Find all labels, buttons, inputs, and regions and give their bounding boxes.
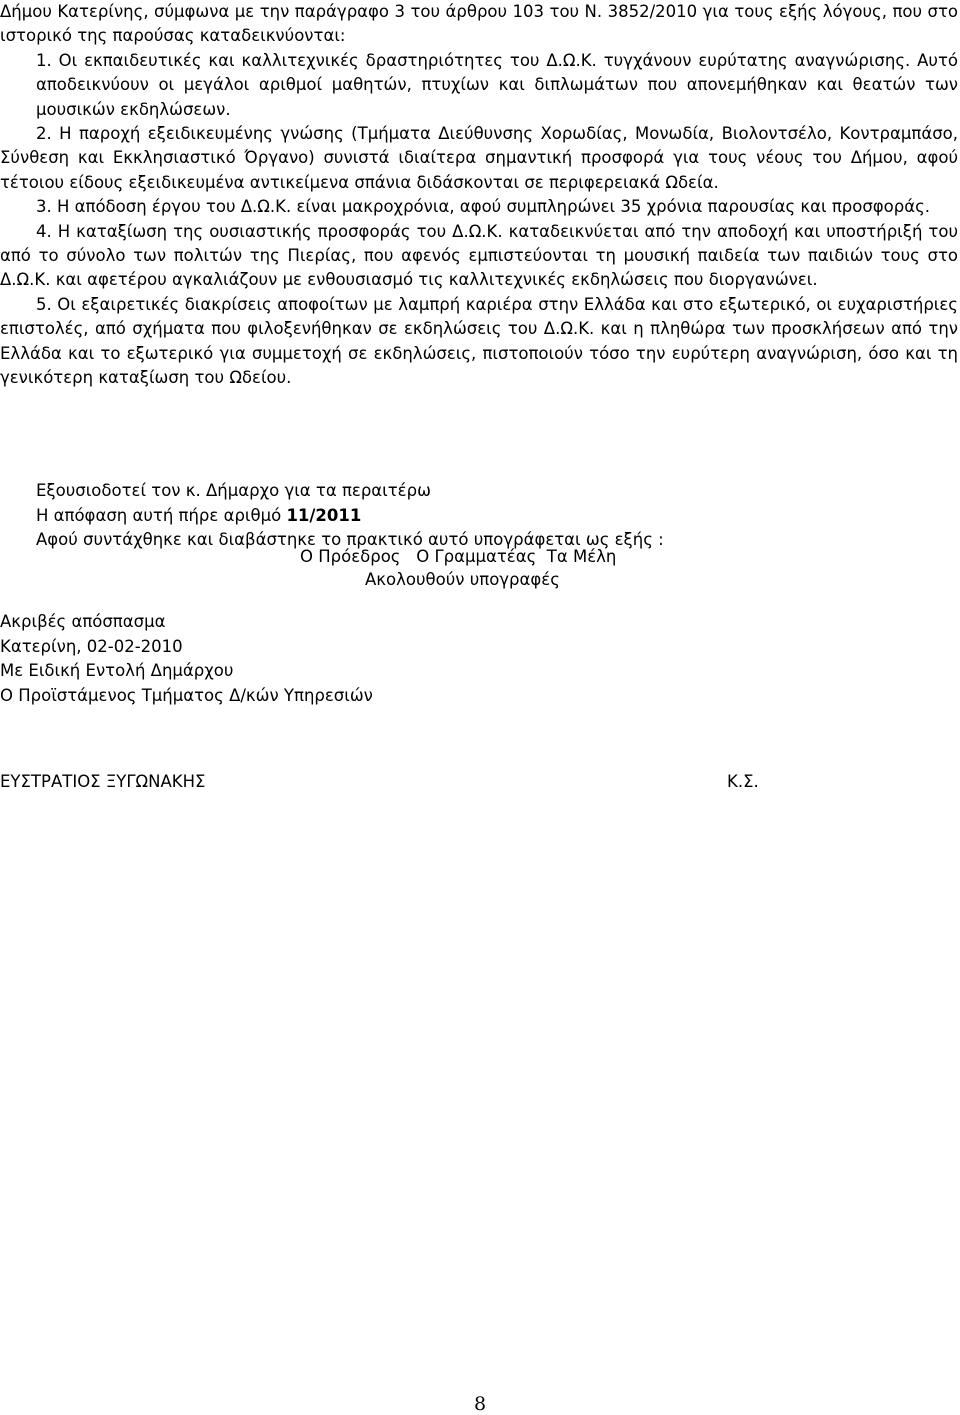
decision-number-label: Η απόφαση αυτή πήρε αριθμό bbox=[36, 505, 287, 525]
decision-block bbox=[36, 479, 664, 553]
reason-paragraph-5: 5. Οι εξαιρετικές διακρίσεις αποφοίτων με λαμπρή καριέρα στην Ελλάδα και στο εξωτερικό, οι ευχαριστήριες επιστολές, από σχήματα που φιλοξενήθηκαν σε εκδηλώσεις του Δ.Ω.Κ. και η πληθώρα των προσκλήσεων από την Ελλάδα και το εξωτερικό για συμμετοχή σε εκδηλώσεις, πιστοποιούν τόσο την ευρύτερη αναγνώριση, όσο και τη γενικότερη καταξίωση του Ωδείου. bbox=[0, 294, 958, 388]
place-date: Κατερίνη, 02-02-2010 bbox=[0, 636, 183, 656]
department-head-role: Ο Προϊστάμενος Τμήματος Δ/κών Υπηρεσιών bbox=[0, 685, 373, 705]
decision-number-line bbox=[36, 504, 664, 529]
signatures-follow-line: Ακολουθούν υπογραφές bbox=[365, 570, 560, 589]
reason-paragraph-3: 3. Η απόδοση έργου του Δ.Ω.Κ. είναι μακροχρόνια, αφού συμπληρώνει 35 χρόνια παρουσίας και προσφοράς. bbox=[36, 197, 931, 217]
signatories-line: Ο Πρόεδρος Ο Γραμματέας Τα Μέλη bbox=[300, 547, 617, 566]
mayor-order-line: Με Ειδική Εντολή Δημάρχου bbox=[0, 661, 234, 681]
reason-paragraph-4: 4. Η καταξίωση της ουσιαστικής προσφοράς του Δ.Ω.Κ. καταδεικνύεται από την αποδοχή και υποστήριξή του από το σύνολο των πολιτών της Πιερίας, που αφενός εμπιστεύονται τη μουσική παιδεία των παιδιών τους στο Δ.Ω.Κ. και αφετέρου αγκαλιάζουν με ενθουσιασμό τις καλλιτεχνικές εκδηλώσεις που διοργανώνει. bbox=[0, 221, 958, 290]
extract-title: Ακριβές απόσπασμα bbox=[0, 612, 166, 631]
document-body bbox=[0, 0, 958, 391]
extract-block bbox=[0, 610, 373, 708]
decision-number: 11/2011 bbox=[286, 505, 362, 525]
reason-paragraph-2: 2. Η παροχή εξειδικευμένης γνώσης (Τμήματα Διεύθυνσης Χορωδίας, Μονωδία, Βιολοντσέλο, Κοντραμπάσο, Σύνθεση και Εκκλησιαστικό Όργανο) συνιστά ιδιαίτερα σημαντική προσφορά για τους νέους του Δήμου, αφού τέτοιου είδους εξειδικευμένα αντικείμενα σπάνια διδάσκονται σε περιφερειακά Ωδεία. bbox=[0, 124, 958, 192]
page-number: 8 bbox=[473, 1393, 487, 1415]
signer-name: ΕΥΣΤΡΑΤΙΟΣ ΞΥΓΩΝΑΚΗΣ bbox=[0, 772, 206, 791]
authorization-line: Εξουσιοδοτεί τον κ. Δήμαρχο για τα περαιτέρω bbox=[36, 481, 431, 500]
signed-statement: Αφού συντάχθηκε και διαβάστηκε το πρακτικό αυτό υπογράφεται ως εξής : bbox=[36, 530, 664, 550]
signer-initials: Κ.Σ. bbox=[727, 772, 759, 791]
reason-paragraph-1: 1. Οι εκπαιδευτικές και καλλιτεχνικές δραστηριότητες του Δ.Ω.Κ. τυγχάνουν ευρύτατης αναγνώρισης. Αυτό αποδεικνύουν οι μεγάλοι αριθμοί μαθητών, πτυχίων και διπλωμάτων που απονεμήθηκαν και θεατών των μουσικών εκδηλώσεων. bbox=[36, 50, 958, 119]
intro-paragraph: Δήμου Κατερίνης, σύμφωνα με την παράγραφο 3 του άρθρου 103 του Ν. 3852/2010 για τους εξής λόγους, που στο ιστορικό της παρούσας καταδεικνύονται: bbox=[0, 2, 958, 46]
